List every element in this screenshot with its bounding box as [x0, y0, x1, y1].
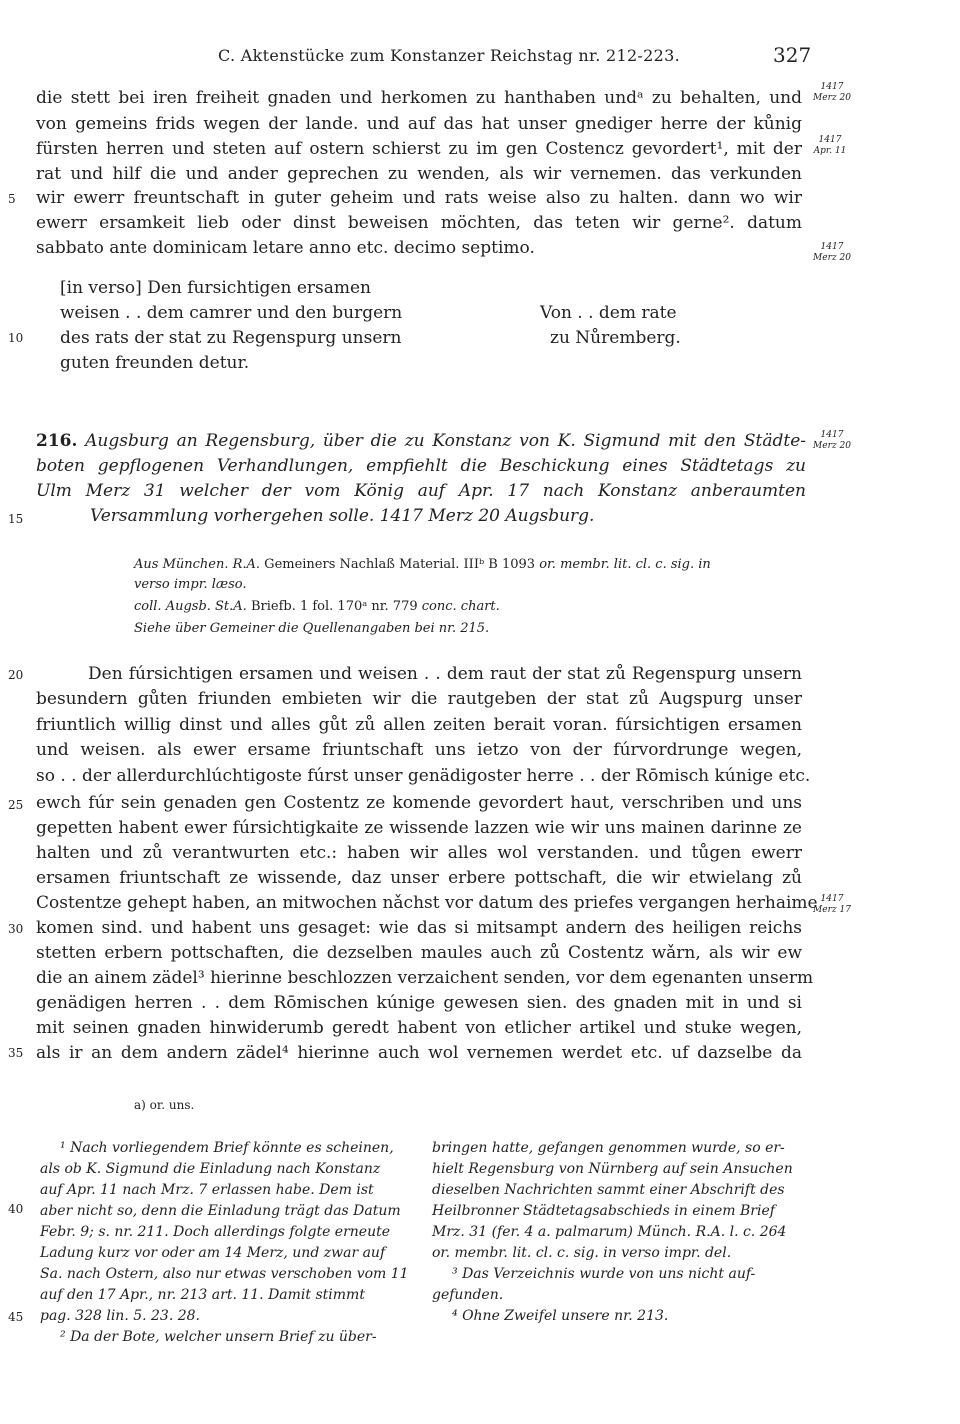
- text-line: rat und hilf die und ander geprechen zu wenden, als wir vernemen. das verkunden: [36, 164, 802, 184]
- text-line: stetten erbern pottschaften, die dezselben maules auch zů Costentz wǎrn, als wir ew: [36, 943, 802, 963]
- line-number: 40: [8, 1202, 24, 1216]
- text-line: halten und zů verantwurten etc.: haben wir alles wol verstanden. und tůgen ewerr: [36, 843, 802, 863]
- margin-date-year: 1417: [820, 430, 844, 440]
- text-line: sabbato ante dominicam letare anno etc. decimo septimo.: [36, 238, 535, 258]
- line-number: 25: [8, 798, 24, 812]
- address-left-line: [60, 276, 371, 300]
- source-line: Siehe über Gemeiner die Quellenangaben bei nr. 215.: [134, 621, 490, 636]
- text-line: fürsten herren und steten auf ostern schierst zu im gen Costencz gevordert¹, mit der: [36, 139, 802, 159]
- line-number: 35: [8, 1046, 24, 1060]
- margin-date-year: 1417: [820, 894, 844, 904]
- text-line: als ir an dem andern zädel⁴ hierinne auch wol vernemen werdet etc. uf dazselbe da: [36, 1043, 802, 1063]
- address-left-line: guten freunden detur.: [60, 353, 250, 373]
- document-number: 216.: [36, 431, 78, 451]
- margin-date-day: Merz 20: [813, 253, 851, 263]
- text-line: ersamen friuntschaft ze wissende, daz unser erbere pottschaft, die wir etwielang zů: [36, 868, 802, 888]
- margin-date-year: 1417: [820, 242, 844, 252]
- source-format: conc. chart.: [421, 599, 500, 614]
- margin-date: [812, 242, 852, 264]
- address-right-line: Von . . dem rate: [540, 303, 677, 323]
- document-heading-line: Versammlung vorhergehen solle. 1417 Merz 20 Augsburg.: [90, 506, 595, 526]
- source-line: verso impr. læso.: [134, 577, 247, 592]
- footnote-line: pag. 328 lin. 5. 23. 28.: [40, 1308, 201, 1324]
- margin-date: [812, 430, 852, 452]
- text-line: die stett bei iren freiheit gnaden und herkomen zu hanthaben undᵃ zu behalten, und: [36, 88, 802, 108]
- address-right-line: zu Nůremberg.: [550, 328, 681, 348]
- margin-date-day: Apr. 11: [813, 146, 847, 156]
- footnote-line: Febr. 9; s. nr. 211. Doch allerdings folgte erneute: [40, 1224, 391, 1240]
- footnote-line: aber nicht so, denn die Einladung trägt das Datum: [40, 1203, 401, 1219]
- footnote-line: ¹ Nach vorliegendem Brief könnte es scheinen,: [60, 1140, 394, 1156]
- document-heading-line: [36, 430, 806, 453]
- source-line: [134, 598, 500, 615]
- line-number: 5: [8, 192, 16, 206]
- footnote-line: gefunden.: [432, 1287, 504, 1303]
- address-left-line: weisen . . dem camrer und den burgern: [60, 303, 403, 323]
- text-line: komen sind. und habent uns gesaget: wie das si mitsampt andern des heiligen reichs: [36, 918, 802, 938]
- running-title: C. Aktenstücke zum Konstanzer Reichstag nr. 212-223.: [218, 46, 680, 65]
- source-line: [134, 556, 711, 573]
- footnote-line: bringen hatte, gefangen genommen wurde, so er-: [432, 1140, 785, 1156]
- margin-date-day: Merz 20: [813, 93, 851, 103]
- footnote-line: Ladung kurz vor oder am 14 Merz, und zwar auf: [40, 1245, 386, 1261]
- line-number: 45: [8, 1310, 24, 1324]
- margin-date-day: Merz 20: [813, 441, 851, 451]
- margin-date-year: 1417: [820, 82, 844, 92]
- footnote-line: Heilbronner Städtetagsabschieds in einem Brief: [432, 1203, 775, 1219]
- line-number: 10: [8, 331, 24, 345]
- text-line: mit seinen gnaden hinwiderumb geredt habent von etlicher artikel und stuke wegen,: [36, 1018, 802, 1038]
- document-heading-line: boten gepflogenen Verhandlungen, empfiehlt die Beschickung eines Städtetags zu: [36, 456, 806, 476]
- footnote-line: ⁴ Ohne Zweifel unsere nr. 213.: [452, 1308, 669, 1324]
- text-line: ewch fúr sein genaden gen Costentz ze komende gevordert haut, verschriben und uns: [36, 793, 802, 813]
- margin-date: [810, 135, 850, 157]
- source-archive: Aus München. R.A.: [134, 557, 261, 572]
- footnote-line: hielt Regensburg von Nürnberg auf sein Ansuchen: [432, 1161, 793, 1177]
- text-line: genädigen herren . . dem Rōmischen kúnige gewesen sien. des gnaden mit in und si: [36, 993, 802, 1013]
- text-line: gepetten habent ewer fúrsichtigkaite ze wissende lazzen wie wir uns mainen darinne ze: [36, 818, 802, 838]
- footnote-line: auf den 17 Apr., nr. 213 art. 11. Damit stimmt: [40, 1287, 365, 1303]
- document-heading-line: Ulm Merz 31 welcher der vom König auf Apr. 17 nach Konstanz anberaumten: [36, 481, 806, 501]
- footnote-line: ³ Das Verzeichnis wurde von uns nicht auf-: [452, 1266, 756, 1282]
- text-line: ewerr ersamkeit lieb oder dinst beweisen möchten, das teten wir gerne². datum: [36, 213, 802, 233]
- margin-date: [812, 894, 852, 916]
- text-line: so . . der allerdurchlúchtigoste fúrst unser genädigoster herre . . der Rōmisch kúnige etc.: [36, 766, 811, 786]
- critical-apparatus: a) or. uns.: [134, 1098, 195, 1112]
- footnote-line: ² Da der Bote, welcher unsern Brief zu über-: [60, 1329, 377, 1345]
- page-number: 327: [773, 43, 812, 67]
- footnote-line: dieselben Nachrichten sammt einer Abschrift des: [432, 1182, 785, 1198]
- text-line: wir ewerr freuntschaft in guter geheim und rats weise also zu halten. dann wo wir: [36, 188, 802, 208]
- source-detail: Briefb. 1 fol. 170ᵃ nr. 779: [246, 599, 422, 614]
- margin-date-year: 1417: [818, 135, 842, 145]
- text-line: friuntlich willig dinst und alles gůt zů allen zeiten berait voran. fúrsichtigen ersamen: [36, 715, 802, 735]
- footnote-line: Sa. nach Ostern, also nur etwas verschoben vom 11: [40, 1266, 409, 1282]
- line-number: 20: [8, 668, 24, 682]
- address-text: [in verso] Den fursichtigen ersamen: [60, 278, 371, 298]
- footnote-line: als ob K. Sigmund die Einladung nach Konstanz: [40, 1161, 381, 1177]
- address-left-line: des rats der stat zu Regenspurg unsern: [60, 328, 402, 348]
- source-detail: Gemeiners Nachlaß Material. IIIᵇ B 1093: [260, 557, 540, 572]
- margin-date-day: Merz 17: [813, 905, 851, 915]
- source-archive: coll. Augsb. St.A.: [134, 599, 247, 614]
- document-heading-text: Augsburg an Regensburg, über die zu Konstanz von K. Sigmund mit den Städte-: [85, 431, 806, 451]
- source-format: or. membr. lit. cl. c. sig. in: [539, 557, 711, 572]
- line-number: 15: [8, 512, 24, 526]
- footnote-line: auf Apr. 11 nach Mrz. 7 erlassen habe. Dem ist: [40, 1182, 374, 1198]
- text-line: Costentze gehept haben, an mitwochen nǎchst vor datum des priefes vergangen herhaime: [36, 893, 818, 913]
- text-line: und weisen. als ewer ersame friuntschaft uns ietzo von der fúrvordrunge wegen,: [36, 740, 802, 760]
- line-number: 30: [8, 922, 24, 936]
- footnote-line: or. membr. lit. cl. c. sig. in verso impr. del.: [432, 1245, 732, 1261]
- margin-date: [812, 82, 852, 104]
- text-line: Den fúrsichtigen ersamen und weisen . . dem raut der stat zů Regenspurg unsern: [88, 664, 802, 684]
- footnote-line: Mrz. 31 (fer. 4 a. palmarum) Münch. R.A. l. c. 264: [432, 1224, 787, 1240]
- text-line: besundern gůten friunden embieten wir die rautgeben der stat zů Augspurg unser: [36, 689, 802, 709]
- text-line: die an ainem zädel³ hierinne beschlozzen verzaichent senden, vor dem egenanten unserm: [36, 968, 814, 988]
- text-line: von gemeins frids wegen der lande. und auf das hat unser gnediger herre der kůnig: [36, 114, 802, 134]
- running-header: [0, 43, 960, 70]
